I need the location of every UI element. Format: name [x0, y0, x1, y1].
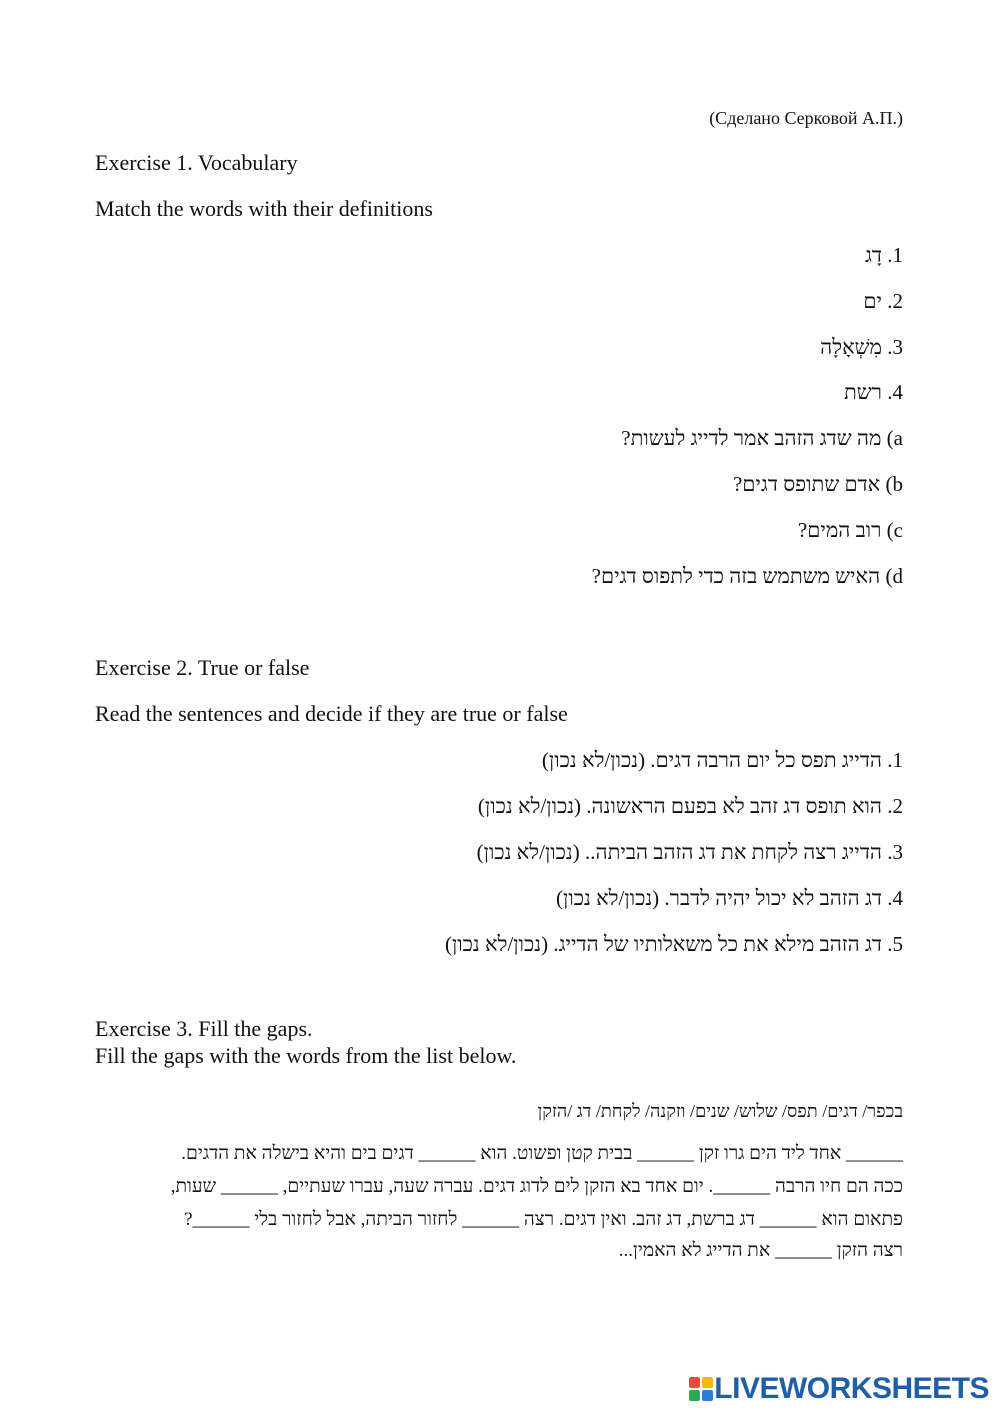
vocab-item: 2. ים — [863, 289, 903, 313]
liveworksheets-logo — [689, 1374, 989, 1404]
brand-name: LIVEWORKSHEETS — [714, 1372, 989, 1405]
definition-item: d) האיש משתמש בזה כדי לתפוס דגים? — [591, 564, 903, 588]
true-false-item: 4. דג הזהב לא יכול יהיה לדבר. (נכון/לא נכון) — [556, 886, 903, 910]
vocab-item: 4. רשת — [844, 380, 903, 404]
gap-text-line: פתאום הוא ______ דג ברשת, דג זהב. ואין דגים. רצה ______ לחזור הביתה, אבל לחזור בלי ______? — [184, 1209, 903, 1230]
exercise3-title: Exercise 3. Fill the gaps. — [95, 1016, 313, 1041]
word-bank: בכפר/ דגים/ תפס/ שלוש/ שנים/ וזקנה/ לקחת/ דג /הזקן — [537, 1101, 903, 1121]
true-false-item: 5. דג הזהב מילא את כל משאלותיו של הדייג. (נכון/לא נכון) — [444, 932, 903, 956]
brand-icon — [689, 1377, 710, 1401]
true-false-item: 1. הדייג תפס כל יום הרבה דגים. (נכון/לא נכון) — [541, 748, 903, 772]
true-false-item: 3. הדייג רצה לקחת את דג הזהב הביתה.. (נכון/לא נכון) — [476, 840, 903, 864]
definition-item: b) אדם שתופס דגים? — [732, 472, 903, 496]
vocab-item: 3. מִשְׁאָלָה — [820, 335, 903, 359]
definition-item: a) מה שדג הזהב אמר לדייג לעשות? — [621, 426, 903, 450]
gap-text-line: ככה הם חיו הרבה ______. יום אחד בא הזקן לים לדוג דגים. עברה שעה, עברו שעתיים, ______ שעות, — [170, 1176, 903, 1197]
exercise1-title: Exercise 1. Vocabulary — [95, 150, 298, 175]
true-false-item: 2. הוא תופס דג זהב לא בפעם הראשונה. (נכון/לא נכון) — [477, 794, 903, 818]
definition-item: c) רוב המים? — [797, 518, 903, 542]
exercise3-instruction: Fill the gaps with the words from the list below. — [95, 1043, 517, 1068]
exercise1-instruction: Match the words with their definitions — [95, 196, 433, 221]
vocab-item: 1. דָג — [864, 243, 903, 267]
gap-text-line: ______ אחד ליד הים גרו זקן ______ בבית קטן ופשוט. הוא ______ דגים בים והיא בישלה את הדגים. — [181, 1143, 903, 1164]
author-credit: (Сделано Серковой А.П.) — [709, 108, 903, 128]
exercise2-title: Exercise 2. True or false — [95, 655, 310, 680]
gap-text-line: רצה הזקן ______ את הדייג לא האמין... — [618, 1240, 903, 1261]
exercise2-instruction: Read the sentences and decide if they are true or false — [95, 701, 568, 726]
